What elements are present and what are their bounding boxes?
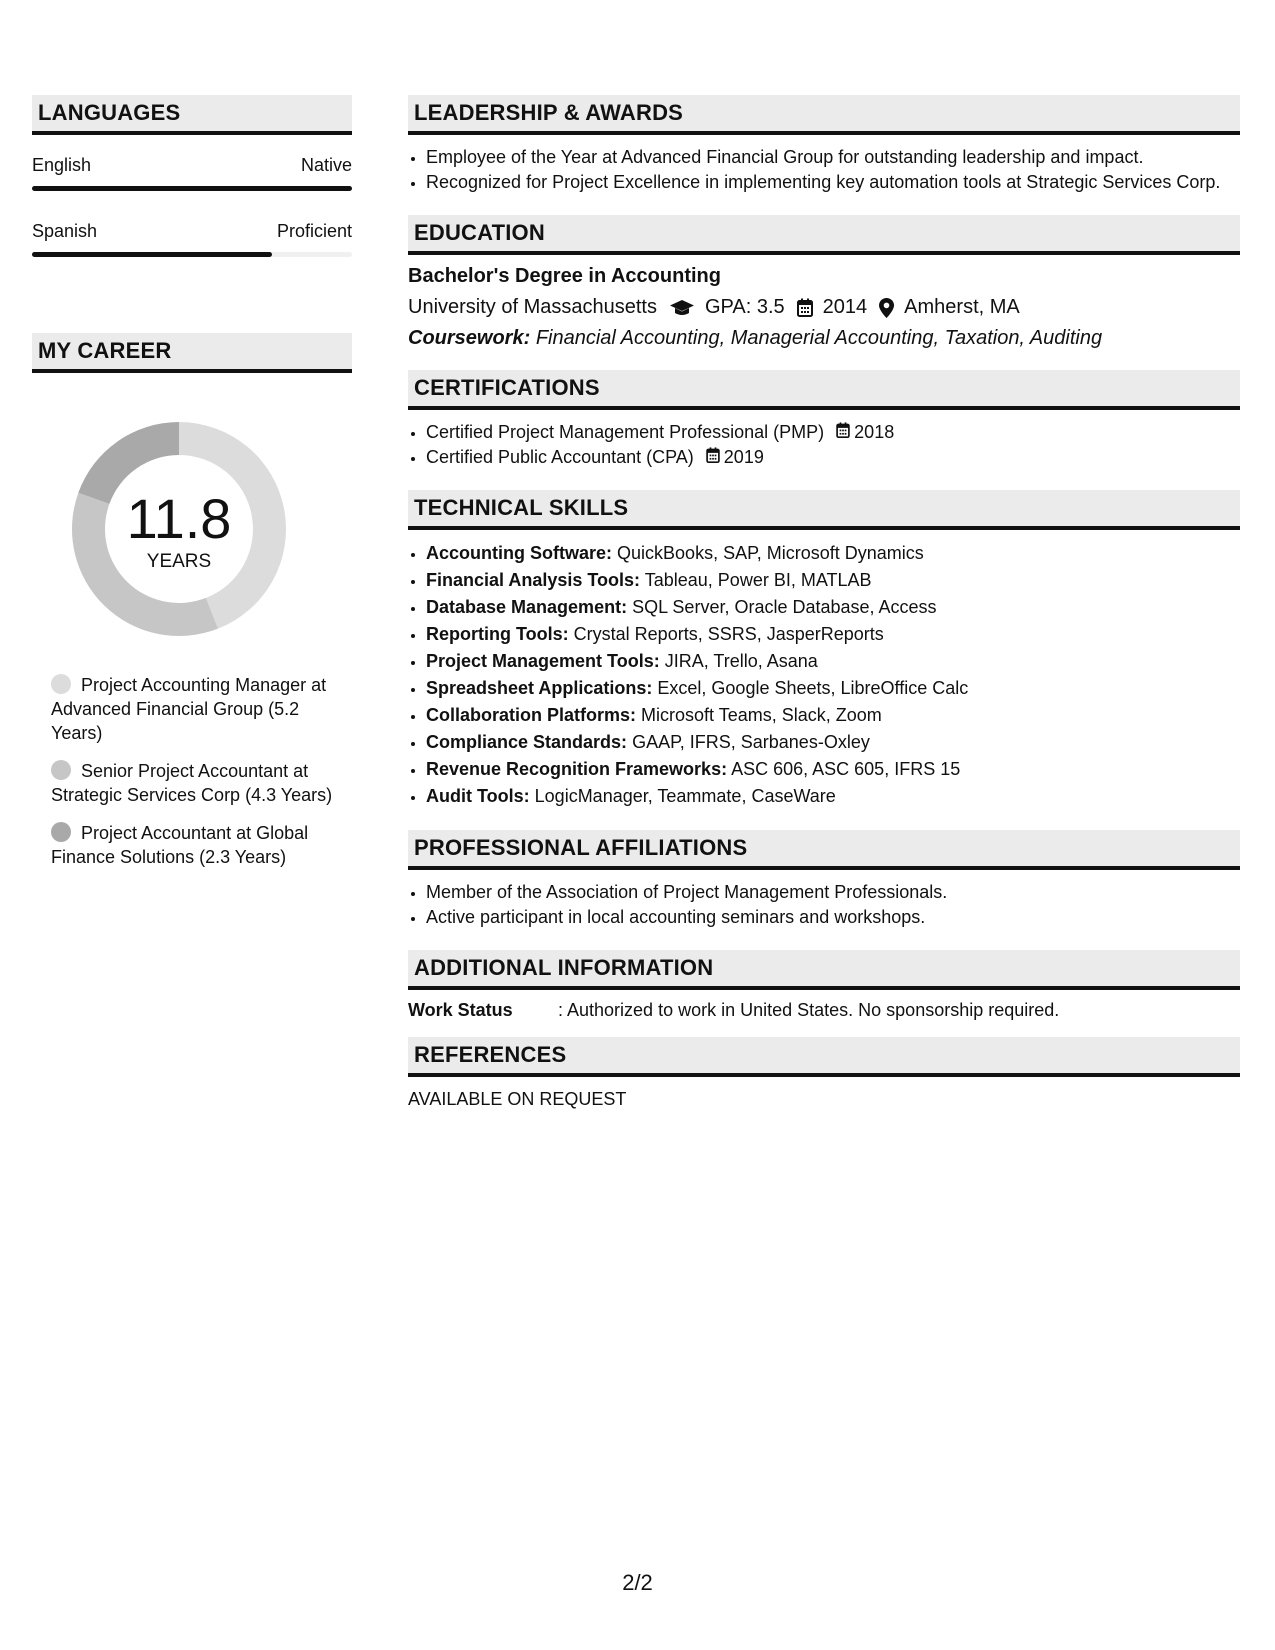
list-item bbox=[426, 445, 1240, 470]
skill-item bbox=[426, 675, 1240, 702]
skill-item bbox=[426, 783, 1240, 810]
skill-label: Database Management: bbox=[426, 597, 628, 617]
affiliations-list bbox=[426, 880, 1240, 930]
skill-item bbox=[426, 567, 1240, 594]
language-level: Proficient bbox=[276, 221, 352, 241]
skill-item bbox=[426, 648, 1240, 675]
skills-list bbox=[426, 540, 1240, 810]
additional-info-heading: ADDITIONAL INFORMATION bbox=[408, 950, 1240, 990]
map-pin-icon bbox=[879, 298, 894, 318]
skill-label: Audit Tools: bbox=[426, 786, 530, 806]
list-item: • Member of the Association of Project Management Professionals. bbox=[426, 880, 1240, 905]
calendar-icon bbox=[706, 447, 720, 463]
certifications-list bbox=[426, 420, 1240, 470]
language-level-bar bbox=[32, 252, 352, 257]
work-status-row bbox=[408, 1000, 1240, 1021]
leadership-list bbox=[426, 145, 1240, 195]
skill-label: Revenue Recognition Frameworks: bbox=[426, 759, 728, 779]
skill-value: Microsoft Teams, Slack, Zoom bbox=[641, 705, 882, 725]
skill-value: GAAP, IFRS, Sarbanes-Oxley bbox=[632, 732, 870, 752]
skill-label: Reporting Tools: bbox=[426, 624, 569, 644]
list-item bbox=[426, 420, 1240, 445]
skill-label: Financial Analysis Tools: bbox=[426, 570, 641, 590]
gpa: GPA: 3.5 bbox=[704, 296, 785, 318]
legend-dot bbox=[51, 822, 71, 842]
career-legend-item bbox=[51, 821, 341, 869]
languages-heading: LANGUAGES bbox=[32, 95, 352, 135]
legend-dot bbox=[51, 674, 71, 694]
career-role-text: Project Accountant at Global Finance Solutions (2.3 Years) bbox=[51, 823, 309, 867]
career-heading: MY CAREER bbox=[32, 333, 352, 373]
education-heading: EDUCATION bbox=[408, 215, 1240, 255]
certification-year: 2019 bbox=[723, 447, 764, 467]
language-level-bar bbox=[32, 186, 352, 191]
graduation-year: 2014 bbox=[822, 296, 868, 318]
education-details bbox=[408, 296, 1240, 319]
skill-value: SQL Server, Oracle Database, Access bbox=[632, 597, 937, 617]
career-role-text: Project Accounting Manager at Advanced Financial Group (5.2 Years) bbox=[51, 675, 327, 743]
skill-value: ASC 606, ASC 605, IFRS 15 bbox=[731, 759, 961, 779]
list-item: • Active participant in local accounting seminars and workshops. bbox=[426, 905, 1240, 930]
career-legend-item bbox=[51, 759, 341, 807]
affiliations-heading: PROFESSIONAL AFFILIATIONS bbox=[408, 830, 1240, 870]
career-legend-item bbox=[51, 673, 341, 745]
calendar-icon bbox=[836, 422, 850, 438]
school-name: University of Massachusetts bbox=[408, 296, 657, 318]
coursework bbox=[408, 327, 1240, 350]
skill-value: JIRA, Trello, Asana bbox=[664, 651, 818, 671]
skill-item bbox=[426, 621, 1240, 648]
certification-year: 2018 bbox=[854, 422, 895, 442]
language-spanish bbox=[32, 221, 352, 257]
skill-item bbox=[426, 594, 1240, 621]
skill-value: QuickBooks, SAP, Microsoft Dynamics bbox=[617, 543, 924, 563]
career-total-unit: YEARS bbox=[146, 551, 212, 572]
references-heading: REFERENCES bbox=[408, 1037, 1240, 1077]
certifications-heading: CERTIFICATIONS bbox=[408, 370, 1240, 410]
work-status-value: : Authorized to work in United States. No sponsorship required. bbox=[558, 1000, 1060, 1020]
skill-label: Accounting Software: bbox=[426, 543, 613, 563]
work-status-label: Work Status bbox=[408, 1000, 513, 1020]
skill-item bbox=[426, 702, 1240, 729]
language-level: Native bbox=[300, 155, 352, 175]
degree-title: Bachelor's Degree in Accounting bbox=[408, 265, 721, 287]
language-name: English bbox=[32, 155, 92, 175]
coursework-list: Financial Accounting, Managerial Accounting, Taxation, Auditing bbox=[535, 327, 1103, 349]
certification-name: Certified Project Management Professional (PMP) bbox=[426, 422, 825, 442]
career-total-years: 11.8 bbox=[126, 487, 232, 550]
career-legend bbox=[51, 673, 341, 869]
leadership-heading: LEADERSHIP & AWARDS bbox=[408, 95, 1240, 135]
graduation-cap-icon bbox=[669, 299, 695, 317]
school-location: Amherst, MA bbox=[904, 296, 1020, 318]
skill-value: Crystal Reports, SSRS, JasperReports bbox=[573, 624, 884, 644]
skill-label: Project Management Tools: bbox=[426, 651, 660, 671]
list-item: • Employee of the Year at Advanced Financial Group for outstanding leadership and impact. bbox=[426, 145, 1240, 170]
left-column bbox=[32, 95, 352, 883]
skill-value: LogicManager, Teammate, CaseWare bbox=[534, 786, 836, 806]
skill-label: Compliance Standards: bbox=[426, 732, 628, 752]
skill-item bbox=[426, 540, 1240, 567]
right-column bbox=[408, 95, 1240, 1110]
page-number: 2/2 bbox=[622, 1570, 653, 1595]
skill-value: Tableau, Power BI, MATLAB bbox=[644, 570, 872, 590]
calendar-icon bbox=[797, 298, 813, 317]
career-role-text: Senior Project Accountant at Strategic Services Corp (4.3 Years) bbox=[51, 761, 333, 805]
coursework-label: Coursework: bbox=[408, 327, 531, 349]
skill-item bbox=[426, 729, 1240, 756]
references-text: AVAILABLE ON REQUEST bbox=[408, 1089, 627, 1109]
language-english bbox=[32, 155, 352, 191]
technical-skills-heading: TECHNICAL SKILLS bbox=[408, 490, 1240, 530]
list-item: • Recognized for Project Excellence in implementing key automation tools at Strategic Services Corp. bbox=[426, 170, 1240, 195]
language-level-fill bbox=[32, 252, 272, 257]
language-name: Spanish bbox=[32, 221, 98, 241]
skill-label: Spreadsheet Applications: bbox=[426, 678, 653, 698]
skill-value: Excel, Google Sheets, LibreOffice Calc bbox=[657, 678, 969, 698]
skill-label: Collaboration Platforms: bbox=[426, 705, 637, 725]
skill-item bbox=[426, 756, 1240, 783]
legend-dot bbox=[51, 760, 71, 780]
certification-name: Certified Public Accountant (CPA) bbox=[426, 447, 694, 467]
career-donut-chart bbox=[67, 417, 291, 641]
language-level-fill bbox=[32, 186, 352, 191]
